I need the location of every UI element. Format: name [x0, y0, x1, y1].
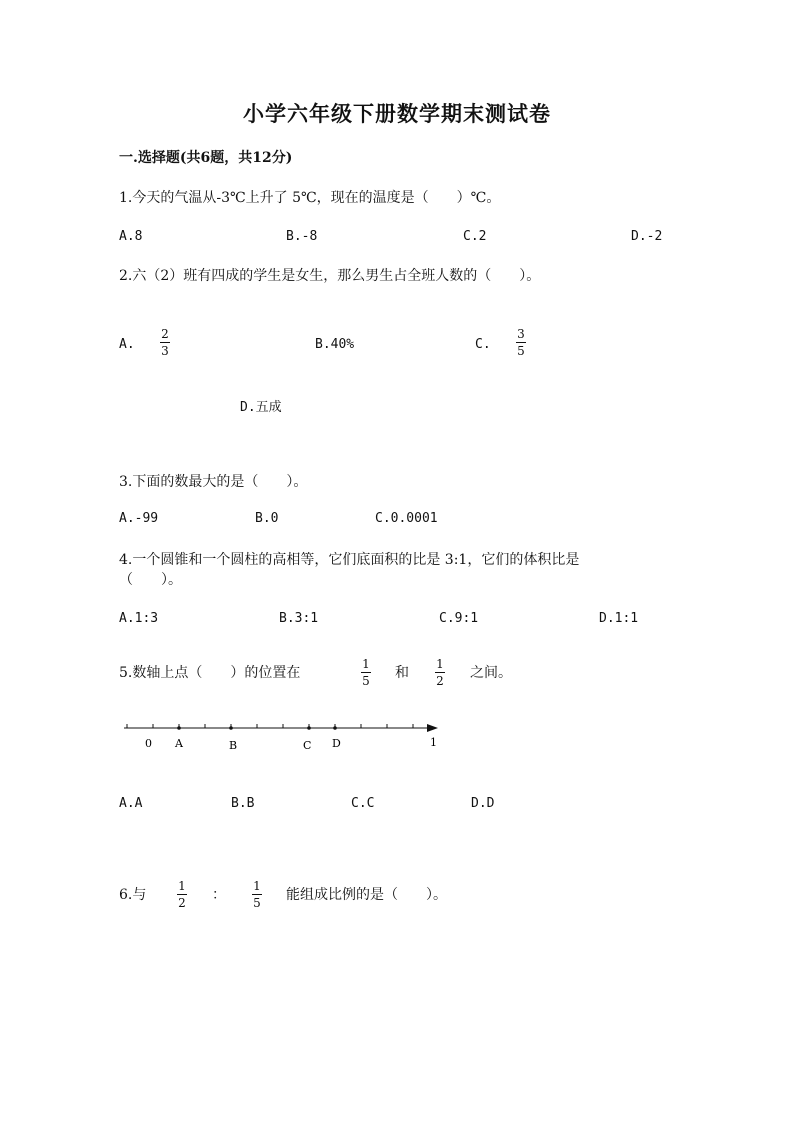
q3-option-a[interactable]: A.-99: [119, 511, 159, 526]
question-5-prefix: 5.数轴上点（ ）的位置在: [119, 665, 301, 681]
q6-fraction-one-fifth: [252, 879, 262, 910]
label-one: 1: [430, 736, 437, 749]
q1-option-c[interactable]: C.2: [463, 229, 487, 244]
question-5-suffix: 之间。: [470, 665, 512, 681]
q1-option-d[interactable]: D.-2: [631, 229, 663, 244]
question-2-text: 2.六（2）班有四成的学生是女生，那么男生占全班人数的（ ）。: [119, 268, 541, 284]
fraction-denominator: 5: [517, 344, 525, 358]
fraction-denominator: 3: [161, 344, 169, 358]
q5-option-d[interactable]: D.D: [471, 796, 495, 811]
point-a-dot: [177, 726, 181, 730]
fraction-bar: [516, 342, 526, 343]
label-d: D: [332, 737, 341, 750]
fraction-denominator: 2: [178, 896, 186, 910]
q4-option-c[interactable]: C.9:1: [439, 611, 479, 626]
fraction-numerator: 1: [436, 657, 444, 671]
q5-option-a[interactable]: A.A: [119, 796, 143, 811]
q3-option-c[interactable]: C.0.0001: [375, 511, 438, 526]
fraction-denominator: 5: [362, 674, 370, 688]
q6-fraction-one-half: [177, 879, 187, 910]
q5-fraction-one-half: [435, 657, 445, 688]
question-3-text: 3.下面的数最大的是（ ）。: [119, 474, 308, 490]
q2-option-d[interactable]: D.五成: [240, 400, 282, 415]
fraction-numerator: 1: [178, 879, 186, 893]
point-c-dot: [307, 726, 311, 730]
fraction-bar: [435, 672, 445, 673]
fraction-denominator: 5: [253, 896, 261, 910]
fraction-numerator: 1: [362, 657, 370, 671]
q2-option-b[interactable]: B.40%: [315, 337, 355, 352]
q5-fraction-one-fifth: [361, 657, 371, 688]
q4-option-d[interactable]: D.1:1: [599, 611, 639, 626]
question-4-text-line1: 4.一个圆锥和一个圆柱的高相等，它们底面积的比是 3:1，它们的体积比是: [119, 552, 580, 568]
label-c: C: [303, 739, 312, 752]
q3-option-b[interactable]: B.0: [255, 511, 279, 526]
number-line-ticks: [127, 724, 413, 728]
number-line: [118, 715, 448, 760]
label-a: A: [175, 737, 183, 750]
question-6-suffix: 能组成比例的是（ ）。: [286, 887, 447, 903]
number-line-arrow: [427, 724, 438, 732]
question-1-text: 1.今天的气温从-3℃上升了 5℃，现在的温度是（ ）℃。: [119, 190, 501, 206]
fraction-bar: [160, 342, 170, 343]
point-d-dot: [333, 726, 337, 730]
q2-option-a[interactable]: A.: [119, 337, 135, 352]
q2-option-c[interactable]: C.: [475, 337, 491, 352]
fraction-bar: [361, 672, 371, 673]
fraction-numerator: 3: [517, 327, 525, 341]
q4-option-a[interactable]: A.1:3: [119, 611, 159, 626]
fraction-denominator: 2: [436, 674, 444, 688]
label-b: B: [229, 739, 238, 752]
q1-option-a[interactable]: A.8: [119, 229, 143, 244]
question-4-text-line2: （ ）。: [119, 572, 182, 588]
q2-option-c-fraction: [516, 327, 526, 358]
fraction-bar: [252, 894, 262, 895]
q1-option-b[interactable]: B.-8: [286, 229, 318, 244]
q5-option-c[interactable]: C.C: [351, 796, 375, 811]
section-heading: 一.选择题(共6题，共12分): [119, 150, 293, 166]
q4-option-b[interactable]: B.3:1: [279, 611, 319, 626]
fraction-numerator: 2: [161, 327, 169, 341]
point-b-dot: [229, 726, 233, 730]
label-zero: 0: [145, 737, 152, 750]
question-6-colon: ：: [212, 887, 226, 903]
q2-option-a-fraction: [160, 327, 170, 358]
fraction-numerator: 1: [253, 879, 261, 893]
page-title: 小学六年级下册数学期末测试卷: [243, 101, 551, 126]
fraction-bar: [177, 894, 187, 895]
question-6-prefix: 6.与: [119, 887, 147, 903]
q5-option-b[interactable]: B.B: [231, 796, 255, 811]
question-5-and: 和: [395, 665, 409, 681]
